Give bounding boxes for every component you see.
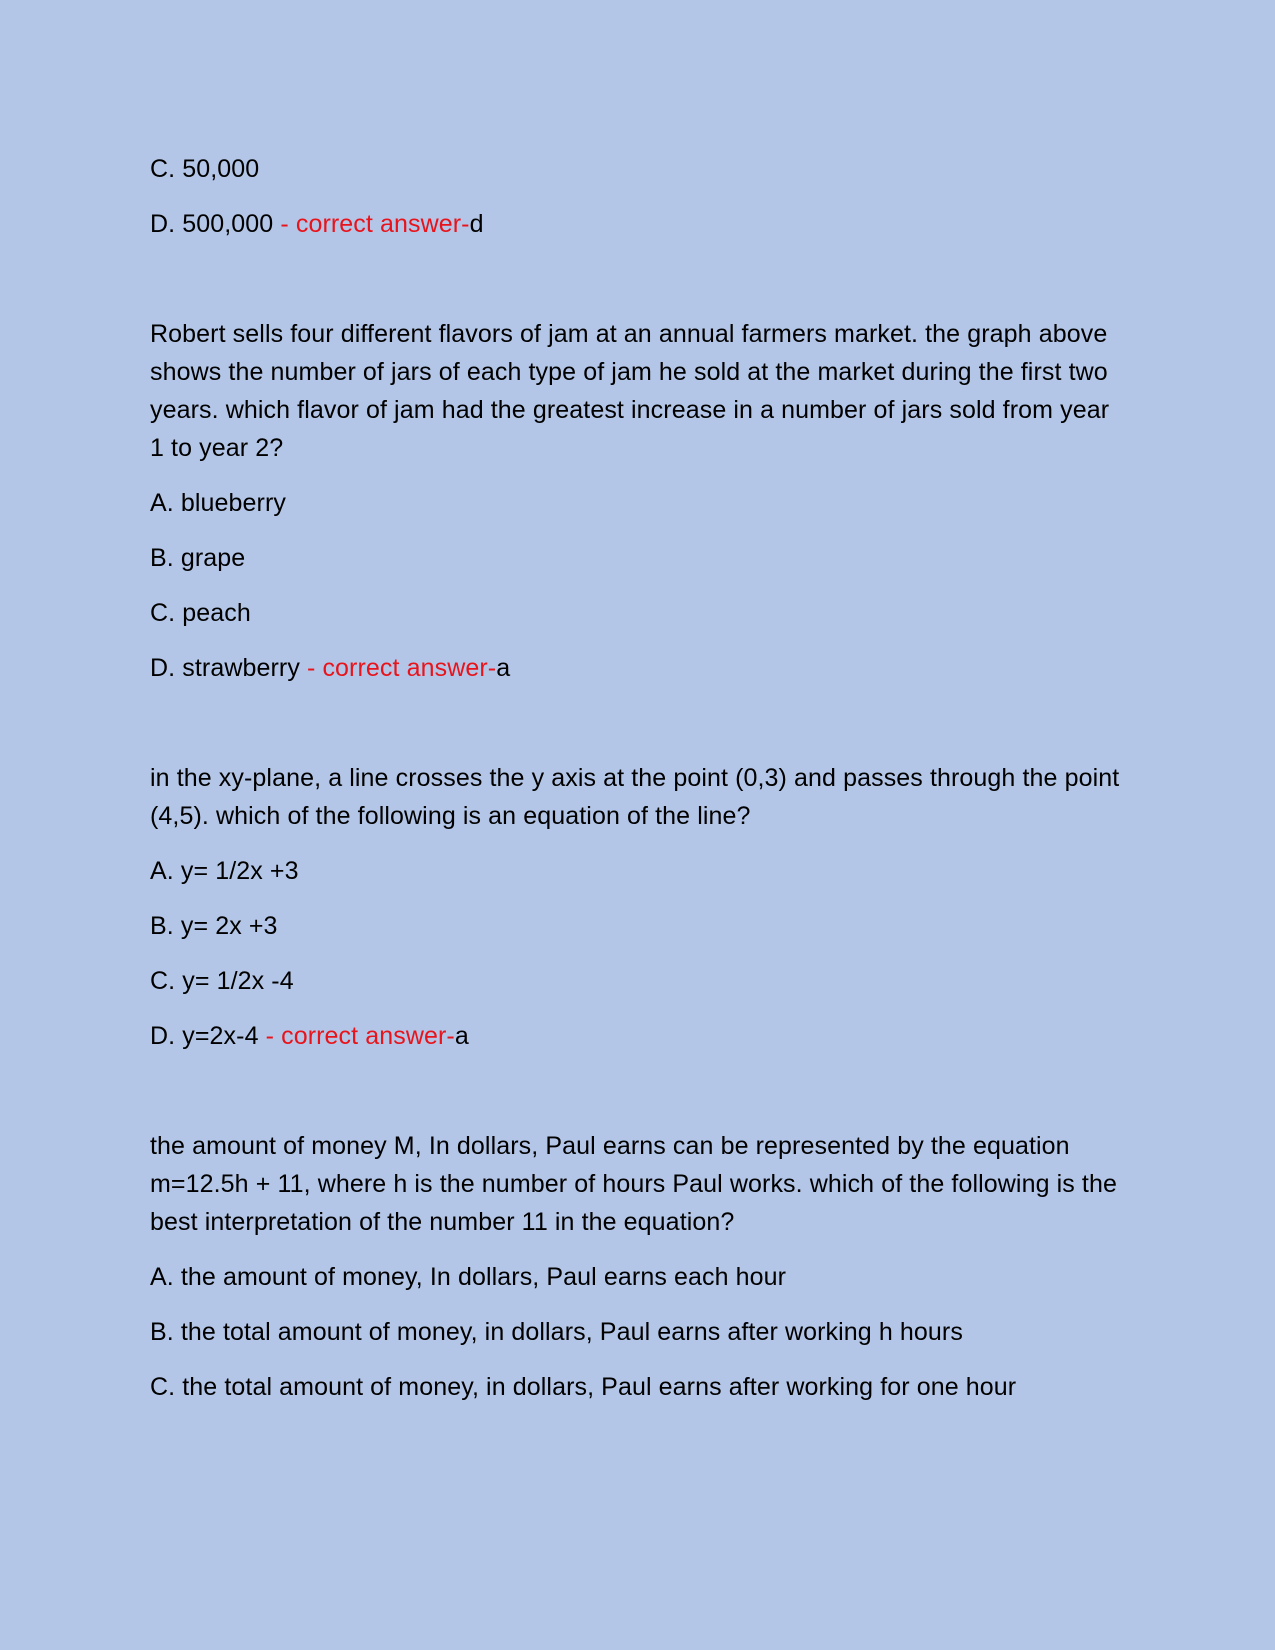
option-a: A. y= 1/2x +3: [150, 857, 299, 885]
option-a: A. the amount of money, In dollars, Paul earns each hour: [150, 1263, 787, 1291]
question-text: in the xy-plane, a line crosses the y axis at the point (0,3) and passes through the point (4,5). which of the following is an equation of the line?: [150, 764, 1120, 830]
option-c: C. the total amount of money, in dollars, Paul earns after working for one hour: [150, 1373, 1017, 1401]
question-text: the amount of money M, In dollars, Paul earns can be represented by the equation m=12.5h + 11, where h is the number of hours Paul works. which of the following is the best interpretation of the number 11 in the equation?: [150, 1132, 1117, 1236]
option-d: D. strawberry - correct answer-a: [150, 654, 511, 682]
option-d: D. 500,000 - correct answer-d: [150, 210, 484, 238]
option-b: B. y= 2x +3: [150, 912, 278, 940]
option-b: B. grape: [150, 544, 246, 572]
correct-answer-value: a: [454, 1022, 469, 1050]
option-d: D. y=2x-4 - correct answer-a: [150, 1022, 469, 1050]
option-c: C. peach: [150, 599, 251, 627]
page-content: [150, 150, 1125, 1423]
correct-answer-value: d: [469, 210, 484, 238]
question-text: Robert sells four different flavors of jam at an annual farmers market. the graph above shows the number of jars of each type of jam he sold at the market during the first two years. which flavor of jam had the greatest increase in a number of jars sold from year 1 to year 2?: [150, 320, 1110, 462]
option-a: A. blueberry: [150, 489, 286, 517]
correct-answer-value: a: [496, 654, 511, 682]
option-c: C. y= 1/2x -4: [150, 967, 294, 995]
correct-answer-marker: - correct answer-: [306, 654, 497, 682]
correct-answer-marker: - correct answer-: [280, 210, 470, 238]
correct-answer-marker: - correct answer-: [265, 1022, 455, 1050]
option-c: C. 50,000: [150, 155, 260, 183]
option-b: B. the total amount of money, in dollars, Paul earns after working h hours: [150, 1318, 963, 1346]
